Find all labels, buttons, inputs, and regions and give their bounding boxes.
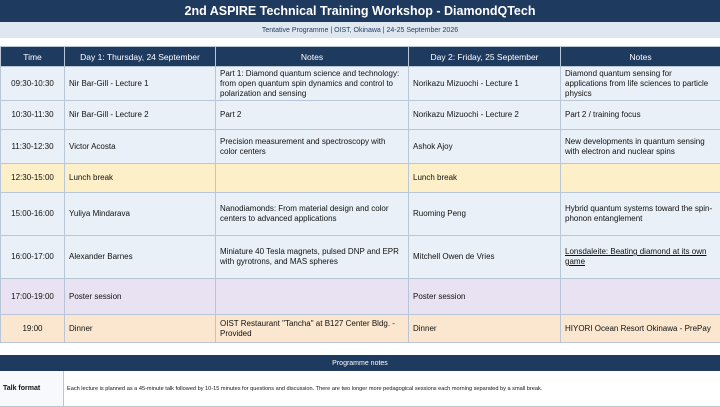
time-cell: 17:00-19:00 [1, 279, 65, 315]
day2-notes-text: HIYORI Ocean Resort Okinawa - PrePay [565, 323, 711, 333]
day1-notes-cell [216, 130, 409, 164]
day2-notes-cell[interactable] [561, 236, 720, 279]
time-cell: 15:00-16:00 [1, 193, 65, 236]
day1-notes-cell [216, 236, 409, 279]
day2-session-cell: Dinner [409, 315, 561, 343]
table-row [1, 315, 720, 343]
day2-session-cell: Poster session [409, 279, 561, 315]
day2-notes-cell [561, 101, 720, 130]
table-row [1, 236, 720, 279]
column-header-notes-day2: Notes [561, 47, 720, 67]
column-header-day1: Day 1: Thursday, 24 September [65, 47, 216, 67]
talk-format-text: Each lecture is planned as a 45-minute talk followed by 10-15 minutes for questions and discussion. There are two longer more pedagogical sessions each morning separated by a small break. [67, 385, 543, 392]
table-row [1, 193, 720, 236]
day1-session-cell: Alexander Barnes [65, 236, 216, 279]
day1-notes-text: OIST Restaurant "Tancha" at B127 Center Bldg. - Provided [220, 318, 395, 338]
day1-notes-cell [216, 164, 409, 193]
day2-notes-cell [561, 67, 720, 101]
day1-session-cell: Poster session [65, 279, 216, 315]
day1-notes-cell [216, 279, 409, 315]
day1-session-cell: Victor Acosta [65, 130, 216, 164]
column-header-notes-day1: Notes [216, 47, 409, 67]
table-row [1, 101, 720, 130]
table-row [1, 130, 720, 164]
table-header-row [1, 47, 720, 67]
page-title: 2nd ASPIRE Technical Training Workshop - DiamondQTech [0, 0, 720, 22]
talk-title-link[interactable]: Lonsdaleite: Beating diamond at its own game [565, 247, 707, 266]
day2-session-cell: Lunch break [409, 164, 561, 193]
programme-notes-heading: Programme notes [0, 355, 720, 371]
time-cell: 10:30-11:30 [1, 101, 65, 130]
day1-notes-text: Miniature 40 Tesla magnets, pulsed DNP and EPR with gyrotrons, and MAS spheres [220, 247, 399, 266]
time-cell: 09:30-10:30 [1, 67, 65, 101]
time-cell: 12:30-15:00 [1, 164, 65, 193]
day1-session-cell: Lunch break [65, 164, 216, 193]
day2-session-cell: Ashok Ajoy [409, 130, 561, 164]
day1-notes-cell [216, 67, 409, 101]
day2-notes-cell [561, 130, 720, 164]
day2-notes-cell [561, 193, 720, 236]
day1-session-cell: Yuliya Mindarava [65, 193, 216, 236]
day2-notes-text: Hybrid quantum systems toward the spin-phonon entanglement [565, 204, 713, 223]
day1-notes-cell [216, 193, 409, 236]
time-cell: 19:00 [1, 315, 65, 343]
day2-notes-text: Diamond quantum sensing for applications from life sciences to particle physics [565, 68, 709, 98]
day2-notes-text: New developments in quantum sensing with electron and nuclear spins [565, 136, 705, 156]
day2-session-cell: Norikazu Mizuochi - Lecture 2 [409, 101, 561, 130]
talk-format-row [0, 371, 720, 407]
time-cell: 16:00-17:00 [1, 236, 65, 279]
day2-session-cell: Norikazu Mizuochi - Lecture 1 [409, 67, 561, 101]
talk-format-label: Talk format [0, 371, 64, 406]
column-header-time: Time [1, 47, 65, 67]
column-header-day2: Day 2: Friday, 25 September [409, 47, 561, 67]
day2-notes-cell [561, 279, 720, 315]
time-cell: 11:30-12:30 [1, 130, 65, 164]
day1-notes-text: Part 1: Diamond quantum science and technology: from open quantum spin dynamics and control to polarization and sensing [220, 68, 400, 98]
page-subtitle: Tentative Programme | OIST, Okinawa | 24-25 September 2026 [0, 22, 720, 38]
day1-notes-text: Nanodiamonds: From material design and color centers to advanced applications [220, 204, 389, 223]
day1-notes-text: Part 2 [220, 110, 242, 119]
day1-notes-text: Precision measurement and spectroscopy with color centers [220, 136, 386, 156]
day1-session-cell: Dinner [65, 315, 216, 343]
day1-session-cell: Nir Bar-Gill - Lecture 2 [65, 101, 216, 130]
table-row [1, 67, 720, 101]
day2-session-cell: Mitchell Owen de Vries [409, 236, 561, 279]
day2-session-cell: Ruoming Peng [409, 193, 561, 236]
day2-notes-cell [561, 315, 720, 343]
day1-session-cell: Nir Bar-Gill - Lecture 1 [65, 67, 216, 101]
day1-notes-cell [216, 315, 409, 343]
table-row [1, 279, 720, 315]
schedule-table [0, 46, 720, 343]
day2-notes-text: Part 2 / training focus [565, 110, 641, 119]
table-row [1, 164, 720, 193]
day1-notes-cell [216, 101, 409, 130]
day2-notes-cell [561, 164, 720, 193]
